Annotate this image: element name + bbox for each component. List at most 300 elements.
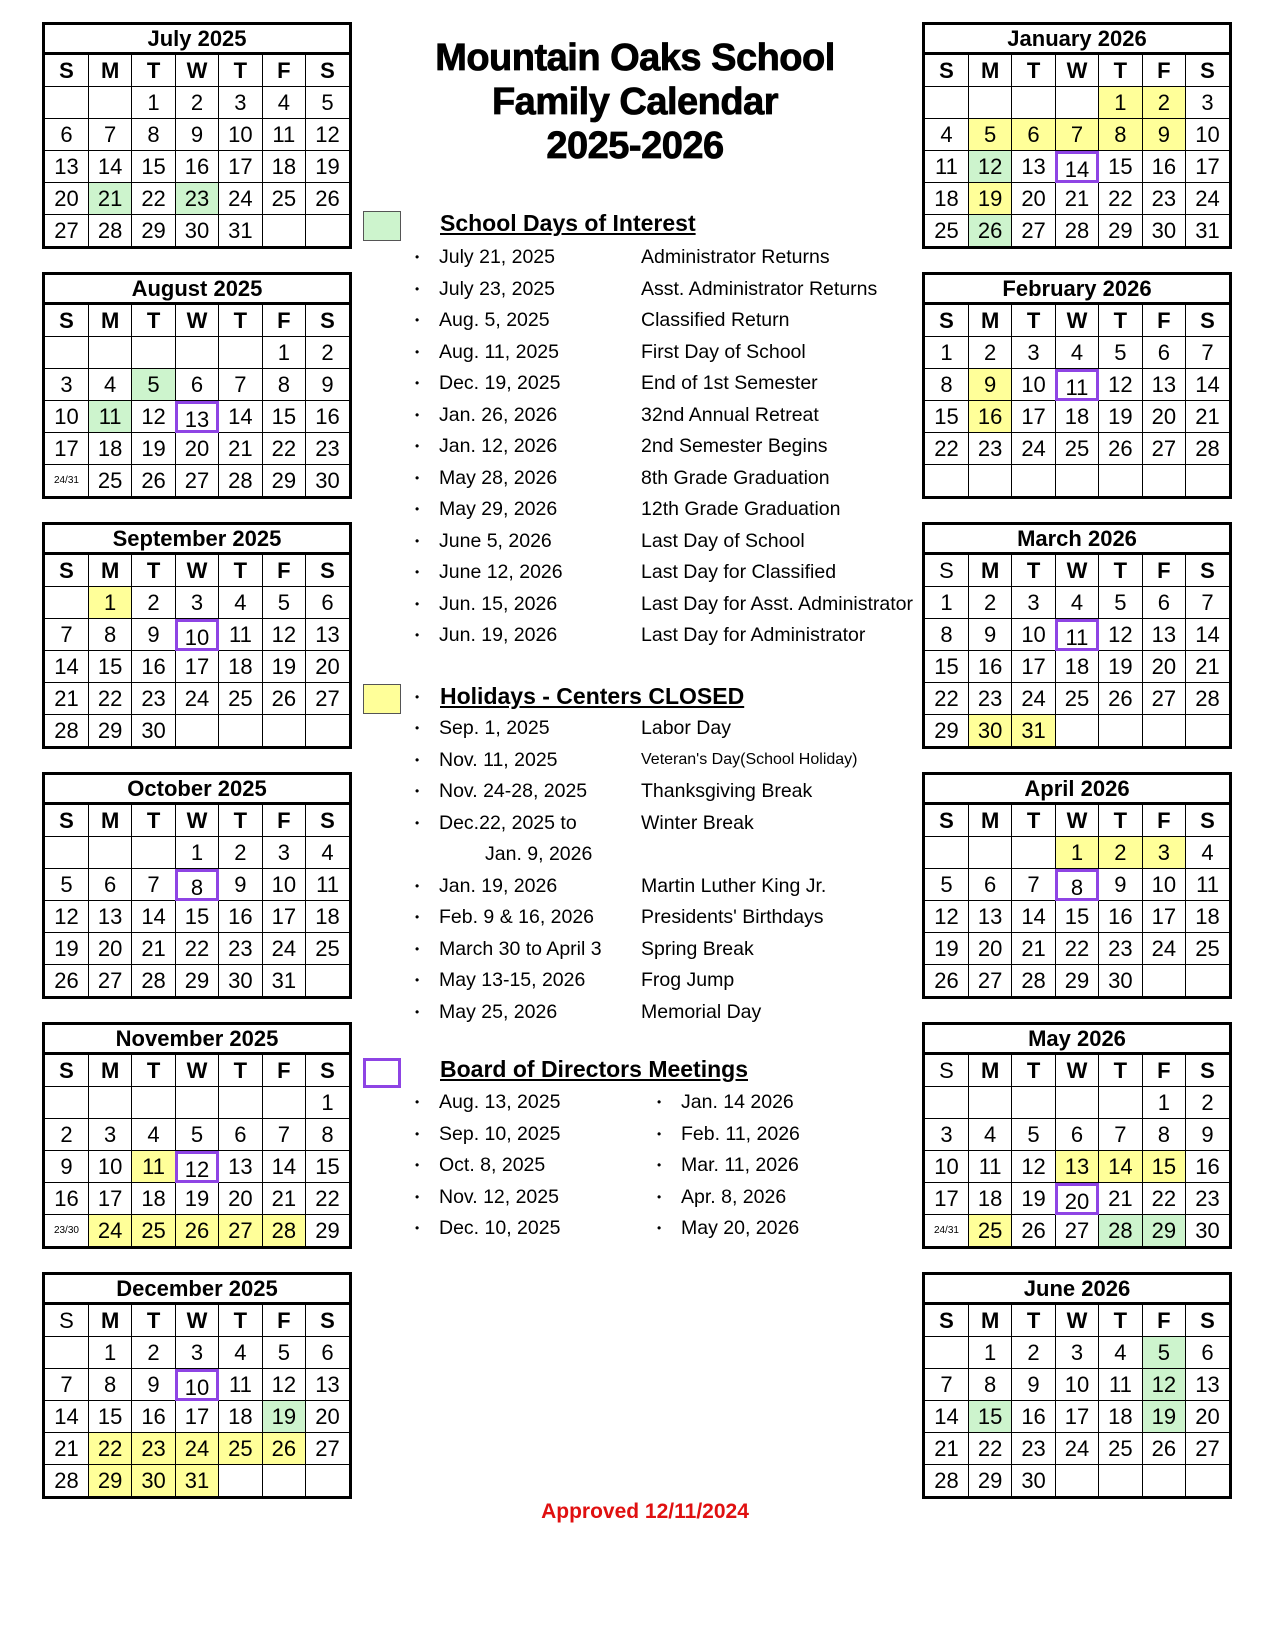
- day-cell: [1186, 683, 1229, 715]
- day-number: 23: [977, 435, 1003, 461]
- day-cell: [306, 965, 349, 997]
- day-number: 22: [1108, 185, 1133, 211]
- day-cell: [1186, 151, 1229, 183]
- day-cell: [968, 337, 1011, 369]
- weekday-header: S: [925, 555, 968, 587]
- day-cell: [262, 1183, 305, 1215]
- day-number: 13: [1151, 371, 1177, 397]
- day-cell: [219, 869, 262, 901]
- day-cell: [175, 87, 218, 119]
- day-number: 11: [98, 403, 122, 429]
- day-number: 21: [1195, 653, 1220, 679]
- day-cell: [925, 1465, 968, 1497]
- day-cell: [968, 369, 1011, 401]
- day-cell: [219, 965, 262, 997]
- month-title: September 2025: [45, 525, 349, 555]
- day-number: 21: [934, 1435, 959, 1461]
- day-cell: [1142, 1087, 1185, 1119]
- day-cell: [88, 683, 131, 715]
- day-number: 4: [321, 839, 334, 865]
- event-name: Asst. Administrator Returns: [641, 277, 878, 300]
- day-cell: [1055, 151, 1098, 183]
- day-cell: [1142, 1183, 1185, 1215]
- day-cell: [1099, 587, 1142, 619]
- day-number: 21: [228, 435, 253, 461]
- day-number: 29: [141, 217, 166, 243]
- day-number: 27: [228, 1217, 253, 1243]
- day-cell: [262, 619, 305, 651]
- day-number: 2: [234, 839, 247, 865]
- day-cell: [1142, 337, 1185, 369]
- month-title: April 2026: [925, 775, 1229, 805]
- day-cell: [1012, 651, 1055, 683]
- day-cell: [88, 715, 131, 747]
- month-calendar: [922, 522, 1232, 749]
- day-cell: [1142, 1337, 1185, 1369]
- day-cell: [175, 215, 218, 247]
- day-cell: [262, 965, 305, 997]
- day-cell: [175, 1401, 218, 1433]
- day-number: 29: [1108, 217, 1133, 243]
- day-number: 12: [315, 121, 340, 147]
- day-cell: [1055, 901, 1098, 933]
- day-cell: [925, 619, 968, 651]
- day-number: 14: [54, 1403, 79, 1429]
- holiday-legend-swatch: [363, 684, 401, 714]
- day-cell: [1186, 1337, 1229, 1369]
- day-number: 22: [934, 685, 959, 711]
- weekday-header: S: [306, 1055, 349, 1087]
- weekday-header: T: [132, 55, 175, 87]
- day-number: 10: [1021, 371, 1046, 397]
- day-cell: [1012, 215, 1055, 247]
- day-number: 17: [97, 1185, 123, 1211]
- day-number: 1: [277, 339, 290, 365]
- bullet: •: [657, 1221, 662, 1235]
- day-number: 20: [977, 935, 1003, 961]
- day-number: 15: [184, 903, 210, 929]
- day-number: 1: [1157, 1089, 1170, 1115]
- day-cell: [1055, 465, 1098, 497]
- day-number: 11: [1108, 1371, 1132, 1397]
- day-cell: [925, 933, 968, 965]
- day-cell: [968, 965, 1011, 997]
- day-number: 28: [54, 1467, 79, 1493]
- day-number: 21: [271, 1185, 297, 1211]
- day-number: 1: [1114, 89, 1127, 115]
- weekday-header: S: [306, 1305, 349, 1337]
- weekday-header: M: [968, 55, 1011, 87]
- day-cell: [1186, 1183, 1229, 1215]
- day-cell: [175, 901, 218, 933]
- day-number: 19: [934, 935, 959, 961]
- day-number: 27: [97, 967, 123, 993]
- day-cell: [925, 1087, 968, 1119]
- day-number: 18: [97, 435, 123, 461]
- day-number: 31: [1021, 717, 1046, 743]
- weekday-header: W: [175, 1055, 218, 1087]
- day-number: 7: [147, 871, 160, 897]
- day-cell: [306, 1119, 349, 1151]
- day-cell: [45, 837, 88, 869]
- day-number: 11: [142, 1153, 165, 1179]
- month-grid: [45, 1305, 349, 1496]
- day-number: 9: [147, 1371, 160, 1397]
- day-cell: [925, 715, 968, 747]
- day-number: 3: [234, 89, 247, 115]
- day-cell: [306, 683, 349, 715]
- day-number: 28: [1108, 1217, 1133, 1243]
- day-cell: [45, 1465, 88, 1497]
- weekday-header: T: [1099, 55, 1142, 87]
- day-number: 29: [184, 967, 210, 993]
- day-number: 16: [1195, 1153, 1220, 1179]
- weekday-header: M: [88, 555, 131, 587]
- event-name: Classified Return: [641, 309, 790, 331]
- holidays-heading-bullet: •: [415, 690, 420, 704]
- day-cell: [132, 683, 175, 715]
- day-number: 20: [54, 185, 79, 211]
- day-cell: [1055, 401, 1098, 433]
- weekday-header: M: [968, 1305, 1011, 1337]
- title-school-name: Mountain Oaks School: [435, 37, 835, 79]
- day-number: 19: [54, 935, 79, 961]
- day-cell: [175, 715, 218, 747]
- meeting-date: Nov. 12, 2025: [439, 1185, 559, 1208]
- day-cell: [1055, 215, 1098, 247]
- day-number: 16: [1151, 153, 1177, 179]
- day-cell: [306, 619, 349, 651]
- day-cell: [1099, 965, 1142, 997]
- day-number: 27: [1064, 1217, 1090, 1243]
- day-number: 10: [934, 1153, 959, 1179]
- day-cell: [968, 1433, 1011, 1465]
- day-number: 26: [141, 467, 166, 493]
- day-number: 28: [141, 967, 166, 993]
- day-cell: [132, 1087, 175, 1119]
- day-number: 23/30: [53, 1224, 79, 1236]
- day-cell: [219, 1183, 262, 1215]
- day-cell: [968, 183, 1011, 215]
- day-cell: [175, 1337, 218, 1369]
- day-cell: [306, 1183, 349, 1215]
- day-cell: [1012, 1337, 1055, 1369]
- day-cell: [1142, 465, 1185, 497]
- day-cell: [1012, 1401, 1055, 1433]
- day-cell: [1186, 87, 1229, 119]
- day-number: 26: [271, 1435, 297, 1461]
- day-cell: [219, 433, 262, 465]
- day-cell: [1012, 1151, 1055, 1183]
- month-grid: [925, 805, 1229, 996]
- day-number: 28: [228, 467, 253, 493]
- day-cell: [45, 933, 88, 965]
- day-cell: [1142, 651, 1185, 683]
- day-number: 28: [1195, 435, 1220, 461]
- month-grid: [925, 55, 1229, 246]
- day-number: 31: [271, 967, 297, 993]
- month-title: December 2025: [45, 1275, 349, 1305]
- day-number: 8: [104, 1371, 117, 1397]
- day-number: 29: [315, 1217, 340, 1243]
- day-cell: [1099, 183, 1142, 215]
- weekday-header: S: [925, 305, 968, 337]
- day-number: 16: [184, 153, 210, 179]
- day-cell: [1012, 933, 1055, 965]
- event-name: Presidents' Birthdays: [641, 906, 824, 928]
- weekday-header: W: [1055, 1305, 1098, 1337]
- day-cell: [132, 401, 175, 433]
- day-cell: [306, 87, 349, 119]
- day-cell: [925, 1369, 968, 1401]
- day-cell: [1055, 619, 1098, 651]
- day-cell: [45, 1087, 88, 1119]
- weekday-header: T: [1012, 305, 1055, 337]
- day-number: 19: [315, 153, 340, 179]
- weekday-header: T: [1012, 805, 1055, 837]
- bullet: •: [415, 376, 420, 390]
- day-cell: [219, 401, 262, 433]
- day-number: 14: [228, 403, 253, 429]
- day-number: 15: [97, 653, 123, 679]
- meeting-date: May 20, 2026: [681, 1217, 800, 1239]
- day-number: 1: [104, 589, 117, 615]
- day-number: 15: [141, 153, 166, 179]
- day-number: 20: [184, 435, 210, 461]
- day-cell: [968, 1119, 1011, 1151]
- day-number: 16: [315, 403, 340, 429]
- day-number: 29: [1064, 967, 1090, 993]
- day-cell: [306, 1433, 349, 1465]
- day-cell: [175, 369, 218, 401]
- day-cell: [1055, 1151, 1098, 1183]
- day-number: 12: [54, 903, 79, 929]
- day-cell: [968, 901, 1011, 933]
- day-cell: [45, 869, 88, 901]
- weekday-header: F: [1142, 555, 1185, 587]
- day-cell: [262, 933, 305, 965]
- day-number: 7: [234, 371, 247, 397]
- day-number: 26: [934, 967, 959, 993]
- meeting-date: Jan. 14 2026: [681, 1091, 794, 1113]
- month-calendar: [42, 772, 352, 999]
- day-number: 7: [60, 1371, 73, 1397]
- day-number: 26: [271, 685, 297, 711]
- event-name: 32nd Annual Retreat: [641, 403, 819, 426]
- day-cell: [262, 901, 305, 933]
- day-cell: [132, 587, 175, 619]
- day-cell: [925, 433, 968, 465]
- month-title: June 2026: [925, 1275, 1229, 1305]
- day-cell: [1186, 119, 1229, 151]
- day-number: 4: [1070, 339, 1084, 365]
- day-cell: [132, 1183, 175, 1215]
- day-cell: [925, 587, 968, 619]
- day-cell: [219, 1087, 262, 1119]
- day-cell: [1099, 1215, 1142, 1247]
- day-cell: [175, 837, 218, 869]
- day-cell: [925, 837, 968, 869]
- day-number: 2: [321, 339, 334, 365]
- day-number: 24: [184, 1435, 210, 1461]
- day-cell: [219, 1433, 262, 1465]
- day-number: 7: [1201, 589, 1214, 615]
- day-cell: [219, 465, 262, 497]
- day-number: 21: [141, 935, 166, 961]
- day-cell: [1055, 87, 1098, 119]
- day-number: 12: [141, 403, 166, 429]
- meeting-date: Apr. 8, 2026: [681, 1185, 787, 1208]
- day-number: 6: [321, 1339, 334, 1365]
- day-number: 28: [1064, 217, 1090, 243]
- bullet: •: [415, 1126, 420, 1141]
- day-cell: [132, 1369, 175, 1401]
- day-number: 23: [1021, 1435, 1046, 1461]
- weekday-header: W: [1055, 805, 1098, 837]
- bullet: •: [415, 313, 420, 327]
- day-cell: [1099, 465, 1142, 497]
- event-date: Nov. 24-28, 2025: [439, 780, 588, 802]
- day-cell: [1012, 965, 1055, 997]
- day-cell: [968, 1215, 1011, 1247]
- day-cell: [1186, 1401, 1229, 1433]
- day-cell: [132, 1215, 175, 1247]
- day-number: 1: [940, 589, 953, 615]
- month-grid: [925, 305, 1229, 496]
- day-number: 3: [190, 1339, 204, 1365]
- day-cell: [1142, 119, 1185, 151]
- day-number: 21: [1064, 185, 1090, 211]
- bullet: •: [657, 1189, 662, 1204]
- event-name: Thanksgiving Break: [641, 780, 813, 802]
- day-cell: [1186, 901, 1229, 933]
- day-number: 10: [97, 1153, 123, 1179]
- day-cell: [1099, 433, 1142, 465]
- day-cell: [306, 215, 349, 247]
- day-cell: [1055, 683, 1098, 715]
- day-cell: [132, 837, 175, 869]
- day-number: 9: [234, 871, 247, 897]
- day-cell: [262, 401, 305, 433]
- day-cell: [1099, 1183, 1142, 1215]
- day-number: 19: [977, 185, 1003, 211]
- day-cell: [925, 651, 968, 683]
- day-number: 17: [184, 653, 210, 679]
- day-cell: [132, 869, 175, 901]
- day-number: 1: [984, 1339, 997, 1365]
- day-cell: [1186, 215, 1229, 247]
- day-number: 29: [97, 1467, 123, 1493]
- day-number: 27: [54, 217, 79, 243]
- day-number: 5: [984, 121, 997, 147]
- day-number: 5: [277, 589, 290, 615]
- day-cell: [306, 1465, 349, 1497]
- day-number: 4: [984, 1121, 997, 1147]
- event-name: Martin Luther King Jr.: [641, 874, 827, 897]
- day-number: 18: [934, 185, 959, 211]
- day-number: 13: [315, 1371, 340, 1397]
- day-number: 25: [1064, 685, 1090, 711]
- day-number: 15: [934, 653, 959, 679]
- day-cell: [88, 465, 131, 497]
- day-number: 9: [60, 1153, 73, 1179]
- day-cell: [1186, 869, 1229, 901]
- weekday-header: S: [45, 805, 88, 837]
- day-number: 2: [147, 1339, 160, 1365]
- weekday-header: F: [1142, 805, 1185, 837]
- day-cell: [132, 965, 175, 997]
- day-number: 6: [1157, 339, 1170, 365]
- day-number: 6: [1201, 1339, 1214, 1365]
- event-name: Frog Jump: [641, 969, 735, 991]
- day-number: 12: [1108, 371, 1133, 397]
- day-number: 26: [184, 1217, 210, 1243]
- day-number: 1: [104, 1339, 117, 1365]
- day-cell: [1012, 1369, 1055, 1401]
- day-number: 6: [234, 1121, 247, 1147]
- day-number: 16: [977, 653, 1003, 679]
- day-number: 11: [228, 1371, 252, 1397]
- bullet: •: [657, 1126, 662, 1141]
- day-number: 28: [54, 717, 79, 743]
- day-number: 10: [184, 624, 210, 650]
- weekday-header: T: [132, 1055, 175, 1087]
- day-number: 20: [1064, 1188, 1090, 1214]
- day-cell: [262, 1087, 305, 1119]
- day-number: 5: [147, 371, 160, 397]
- event-name: Labor Day: [641, 717, 731, 739]
- meeting-date: Aug. 13, 2025: [439, 1091, 561, 1113]
- day-number: 20: [315, 1403, 340, 1429]
- day-number: 18: [1064, 653, 1090, 679]
- event-date: June 12, 2026: [439, 561, 563, 583]
- day-number: 7: [1201, 339, 1214, 365]
- weekday-header: M: [88, 1055, 131, 1087]
- day-number: 11: [935, 153, 958, 179]
- day-cell: [175, 651, 218, 683]
- day-cell: [306, 151, 349, 183]
- bullet: •: [415, 281, 420, 296]
- day-cell: [1099, 1337, 1142, 1369]
- day-number: 3: [1070, 1339, 1084, 1365]
- day-cell: [132, 933, 175, 965]
- day-number: 12: [271, 1371, 297, 1397]
- day-number: 2: [984, 589, 997, 615]
- day-number: 5: [277, 1339, 290, 1365]
- day-number: 7: [277, 1121, 290, 1147]
- day-cell: [175, 337, 218, 369]
- day-cell: [132, 183, 175, 215]
- day-number: 23: [1195, 1185, 1220, 1211]
- weekday-header: T: [132, 305, 175, 337]
- meeting-date: Oct. 8, 2025: [439, 1154, 546, 1176]
- day-number: 17: [934, 1185, 959, 1211]
- day-cell: [1142, 933, 1185, 965]
- day-number: 22: [315, 1185, 340, 1211]
- day-number: 25: [228, 1435, 253, 1461]
- day-cell: [262, 683, 305, 715]
- day-number: 27: [1151, 685, 1177, 711]
- day-number: 22: [141, 185, 166, 211]
- day-number: 27: [315, 685, 340, 711]
- day-cell: [1055, 369, 1098, 401]
- day-cell: [45, 433, 88, 465]
- day-cell: [1055, 869, 1098, 901]
- day-number: 14: [1108, 1153, 1133, 1179]
- day-number: 16: [54, 1185, 79, 1211]
- weekday-header: T: [219, 555, 262, 587]
- weekday-header: M: [88, 805, 131, 837]
